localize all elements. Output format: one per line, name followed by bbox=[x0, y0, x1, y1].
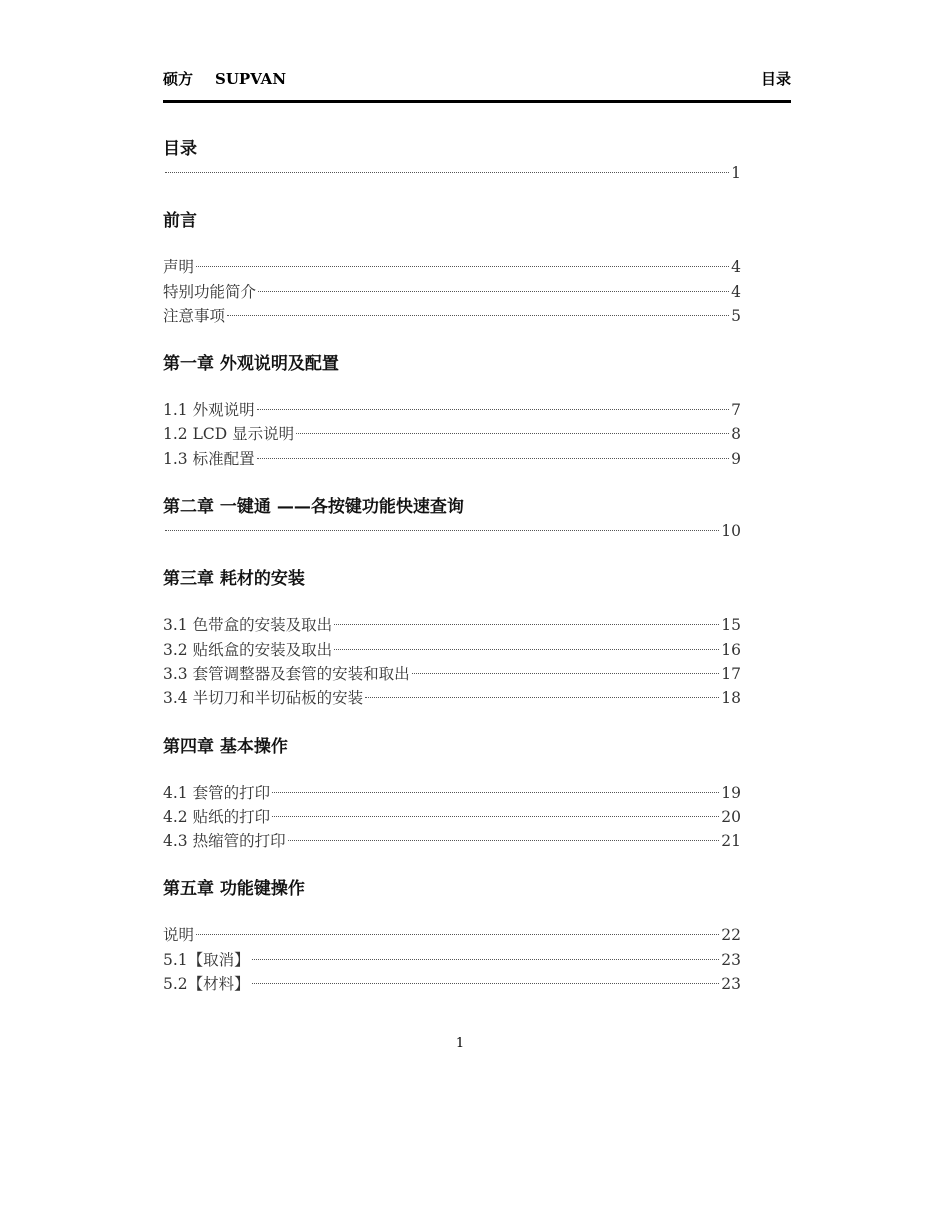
toc-entry-text: 说明 bbox=[163, 926, 195, 945]
toc-entry[interactable] bbox=[163, 972, 741, 996]
toc-section-title: 第五章 功能键操作 bbox=[163, 879, 305, 900]
dot-leader bbox=[252, 959, 720, 960]
toc-entry-page: 7 bbox=[731, 401, 741, 420]
toc-entry-text: 4.2 贴纸的打印 bbox=[163, 807, 271, 826]
dot-leader bbox=[365, 697, 719, 698]
dot-leader bbox=[196, 266, 729, 267]
toc-entry-page: 4 bbox=[731, 258, 741, 277]
toc-entry-text: 1.1 外观说明 bbox=[163, 401, 255, 420]
toc-entry[interactable] bbox=[163, 255, 741, 279]
toc-entry[interactable] bbox=[163, 781, 741, 805]
toc-section bbox=[163, 567, 741, 710]
dot-leader bbox=[227, 315, 729, 316]
toc-entry[interactable] bbox=[163, 304, 741, 328]
toc-entry-page: 5 bbox=[731, 306, 741, 325]
toc-section bbox=[163, 495, 741, 543]
dot-leader bbox=[334, 649, 719, 650]
header-rule bbox=[163, 100, 791, 103]
toc-section bbox=[163, 137, 741, 185]
dot-leader bbox=[272, 816, 719, 817]
toc-entry-page: 15 bbox=[721, 616, 741, 635]
toc-entry[interactable] bbox=[163, 447, 741, 471]
toc-entry-page: 23 bbox=[721, 950, 741, 969]
toc-section bbox=[163, 877, 741, 996]
toc-section-title: 第一章 外观说明及配置 bbox=[163, 354, 339, 375]
toc-entry-page: 22 bbox=[721, 926, 741, 945]
toc-section-title: 第四章 基本操作 bbox=[163, 736, 288, 757]
dot-leader bbox=[252, 983, 720, 984]
toc-entry-page: 20 bbox=[721, 807, 741, 826]
toc-entry[interactable] bbox=[163, 662, 741, 686]
toc-entry-text: 3.2 贴纸盒的安装及取出 bbox=[163, 640, 333, 659]
page-header bbox=[163, 68, 791, 90]
toc-entry-text: 注意事项 bbox=[163, 306, 226, 325]
toc-entry-text: 3.1 色带盒的安装及取出 bbox=[163, 616, 333, 635]
toc-entry-page: 23 bbox=[721, 975, 741, 994]
toc-section-title: 前言 bbox=[163, 211, 197, 232]
toc-entry-text: 4.1 套管的打印 bbox=[163, 783, 271, 802]
toc-entry[interactable] bbox=[163, 923, 741, 947]
dot-leader bbox=[296, 433, 729, 434]
dot-leader bbox=[165, 530, 719, 531]
dot-leader bbox=[258, 291, 729, 292]
toc-entry-text: 声明 bbox=[163, 258, 195, 277]
toc-entry[interactable] bbox=[163, 613, 741, 637]
toc-entry-page: 9 bbox=[731, 449, 741, 468]
brand bbox=[163, 68, 286, 89]
toc-entry-text: 1.2 LCD 显示说明 bbox=[163, 425, 295, 444]
toc-entry[interactable] bbox=[163, 519, 741, 543]
toc-entry-text: 3.3 套管调整器及套管的安装和取出 bbox=[163, 664, 410, 683]
page-number: 1 bbox=[455, 1036, 465, 1051]
toc-section bbox=[163, 352, 741, 471]
toc-entry-page: 10 bbox=[721, 522, 741, 541]
toc-entry-page: 16 bbox=[721, 640, 741, 659]
toc-entry[interactable] bbox=[163, 805, 741, 829]
toc-section-title: 第三章 耗材的安装 bbox=[163, 569, 305, 590]
dot-leader bbox=[165, 172, 729, 173]
toc-entry-page: 8 bbox=[731, 425, 741, 444]
toc-entry[interactable] bbox=[163, 398, 741, 422]
toc-entry[interactable] bbox=[163, 686, 741, 710]
toc-section-title: 目录 bbox=[163, 139, 197, 159]
toc-entry-page: 17 bbox=[721, 664, 741, 683]
toc-section bbox=[163, 209, 741, 328]
toc-section bbox=[163, 735, 741, 854]
toc-entry-text: 4.3 热缩管的打印 bbox=[163, 832, 286, 851]
toc-entry-text: 5.1【取消】 bbox=[163, 950, 250, 969]
brand-cn: 硕方 bbox=[163, 70, 194, 88]
toc-entry[interactable] bbox=[163, 422, 741, 446]
dot-leader bbox=[412, 673, 720, 674]
toc-entry[interactable] bbox=[163, 948, 741, 972]
toc-entry-page: 4 bbox=[731, 282, 741, 301]
toc-entry-text: 特别功能简介 bbox=[163, 282, 257, 301]
toc-entry[interactable] bbox=[163, 161, 741, 185]
toc-entry-page: 18 bbox=[721, 689, 741, 708]
toc-entry[interactable] bbox=[163, 280, 741, 304]
toc-section-title: 第二章 一键通 ——各按键功能快速查询 bbox=[163, 497, 464, 518]
toc-entry-text: 1.3 标准配置 bbox=[163, 449, 255, 468]
toc-entry[interactable] bbox=[163, 638, 741, 662]
dot-leader bbox=[272, 792, 719, 793]
header-section-title: 目录 bbox=[760, 70, 791, 88]
toc-entry-page: 19 bbox=[721, 783, 741, 802]
dot-leader bbox=[288, 840, 720, 841]
brand-en: SUPVAN bbox=[215, 70, 287, 88]
dot-leader bbox=[257, 409, 730, 410]
dot-leader bbox=[334, 624, 719, 625]
toc-entry-page: 21 bbox=[721, 832, 741, 851]
toc-entry[interactable] bbox=[163, 829, 741, 853]
table-of-contents bbox=[163, 137, 741, 996]
toc-entry-page: 1 bbox=[731, 164, 741, 182]
dot-leader bbox=[257, 458, 730, 459]
dot-leader bbox=[196, 934, 719, 935]
toc-entry-text: 3.4 半切刀和半切砧板的安装 bbox=[163, 689, 364, 708]
toc-entry-text: 5.2【材料】 bbox=[163, 975, 250, 994]
